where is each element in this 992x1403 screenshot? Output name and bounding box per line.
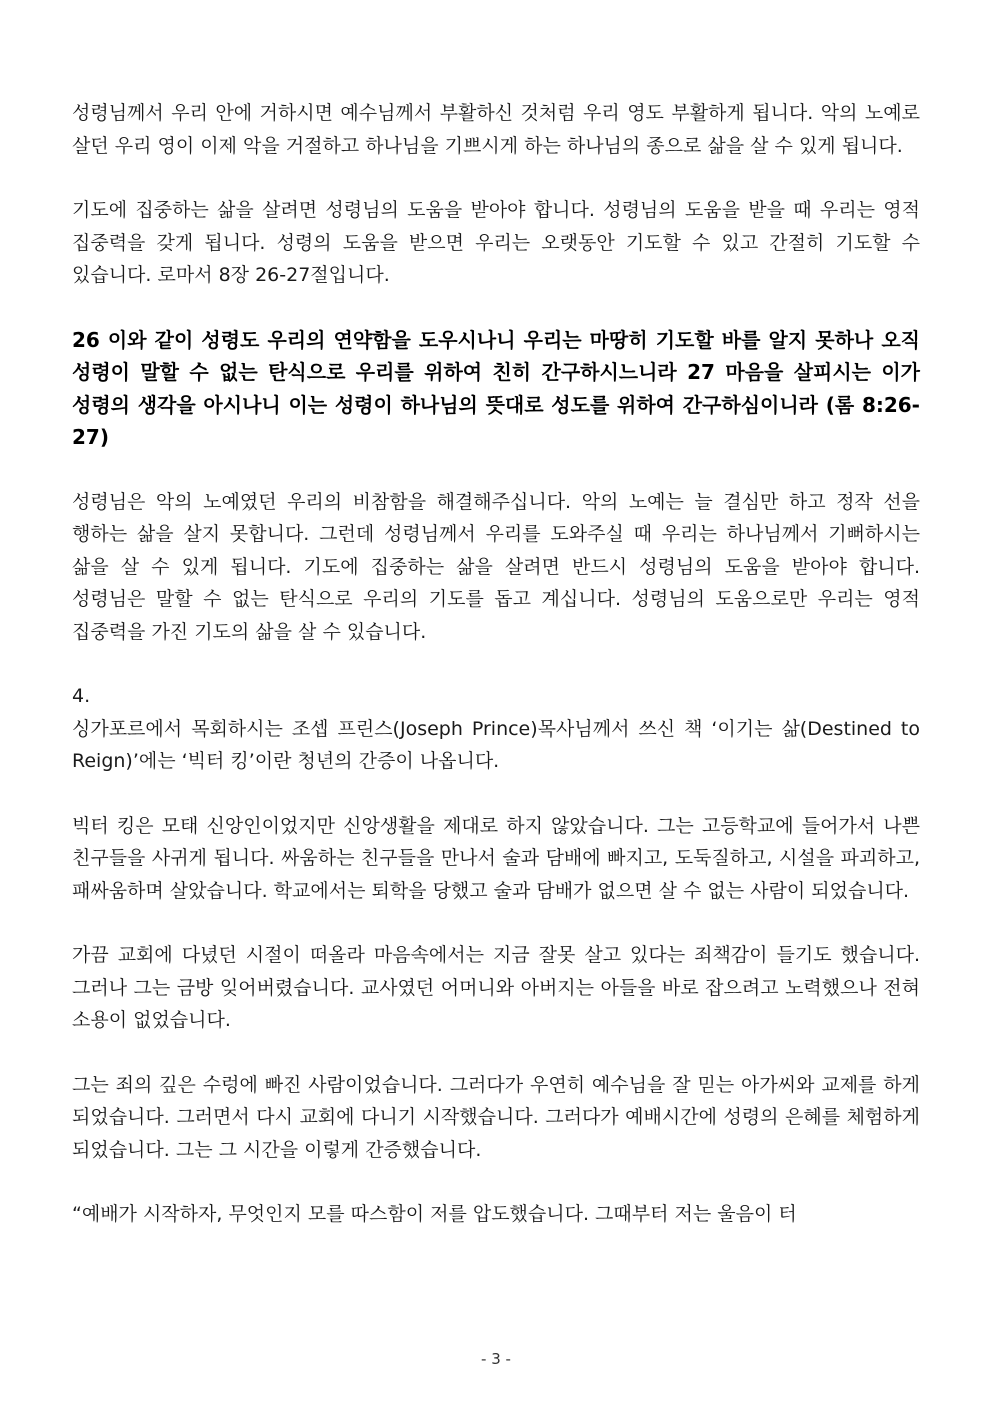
paragraph-spirit-solution: 성령님은 악의 노예였던 우리의 비참함을 해결해주십니다. 악의 노예는 늘 결심만 하고 정작 선을 행하는 삶을 살지 못합니다. 그런데 성령님께서 우리를 도와주실 때 우리는 하나님께서 기뻐하시는 삶을 살 수 있게 됩니다. 기도에 집중하는 삶을 살려면 반드시 성령님의 도움을 받아야 합니다. 성령님은 말할 수 없는 탄식으로 우리의 기도를 돕고 계십니다. 성령님의 도움으로만 우리는 영적 집중력을 가진 기도의 삶을 살 수 있습니다. bbox=[72, 490, 920, 643]
paragraph-spirit-resurrection: 성령님께서 우리 안에 거하시면 예수님께서 부활하신 것처럼 우리 영도 부활하게 됩니다. 악의 노예로 살던 우리 영이 이제 악을 거절하고 하나님을 기쁘시게 하는 하나님의 종으로 삶을 살 수 있게 됩니다. bbox=[72, 102, 920, 157]
paragraph-guilt: 가끔 교회에 다녔던 시절이 떠올라 마음속에서는 지금 잘못 살고 있다는 죄책감이 들기도 했습니다. 그러나 그는 금방 잊어버렸습니다. 교사였던 어머니와 아버지는 아들을 바로 잡으려고 노력했으나 전혀 소용이 없었습니다. bbox=[72, 944, 920, 1031]
section-number: 4. bbox=[72, 685, 91, 707]
paragraph-joseph-prince: 싱가포르에서 목회하시는 조셉 프린스(Joseph Prince)목사님께서 쓰신 책 ‘이기는 삶(Destined to Reign)’에는 ‘빅터 킹’이란 청년의 간증이 나옵니다. bbox=[72, 717, 920, 772]
paragraph-prayer-help: 기도에 집중하는 삶을 살려면 성령님의 도움을 받아야 합니다. 성령님의 도움을 받을 때 우리는 영적 집중력을 갖게 됩니다. 성령의 도움을 받으면 우리는 오랫동안 기도할 수 있고 간절히 기도할 수 있습니다. 로마서 8장 26-27절입니다. bbox=[72, 199, 920, 286]
paragraph-victor-king-youth: 빅터 킹은 모태 신앙인이었지만 신앙생활을 제대로 하지 않았습니다. 그는 고등학교에 들어가서 나쁜 친구들을 사귀게 됩니다. 싸움하는 친구들을 만나서 술과 담배에 빠지고, 도둑질하고, 시설을 파괴하고, 패싸움하며 살았습니다. 학교에서는 퇴학을 당했고 술과 담배가 없으면 살 수 없는 사람이 되었습니다. bbox=[72, 814, 920, 902]
page-number: - 3 - bbox=[481, 1350, 511, 1368]
document-page bbox=[72, 97, 920, 1263]
paragraph-conversion: 그는 죄의 깊은 수렁에 빠진 사람이었습니다. 그러다가 우연히 예수님을 잘 믿는 아가씨와 교제를 하게 되었습니다. 그러면서 다시 교회에 다니기 시작했습니다. 그러다가 예배시간에 성령의 은혜를 체험하게 되었습니다. 그는 그 시간을 이렇게 간증했습니다. bbox=[72, 1073, 920, 1161]
paragraph-testimony-start: “예배가 시작하자, 무엇인지 모를 따스함이 저를 압도했습니다. 그때부터 저는 울음이 터 bbox=[72, 1203, 797, 1225]
scripture-quote-romans: 26 이와 같이 성령도 우리의 연약함을 도우시나니 우리는 마땅히 기도할 바를 알지 못하나 오직 성령이 말할 수 없는 탄식으로 우리를 위하여 친히 간구하시느니라 27 마음을 살피시는 이가 성령의 생각을 아시나니 이는 성령이 하나님의 뜻대로 성도를 위하여 간구하심이니라 (롬 8:26-27) bbox=[72, 327, 920, 449]
